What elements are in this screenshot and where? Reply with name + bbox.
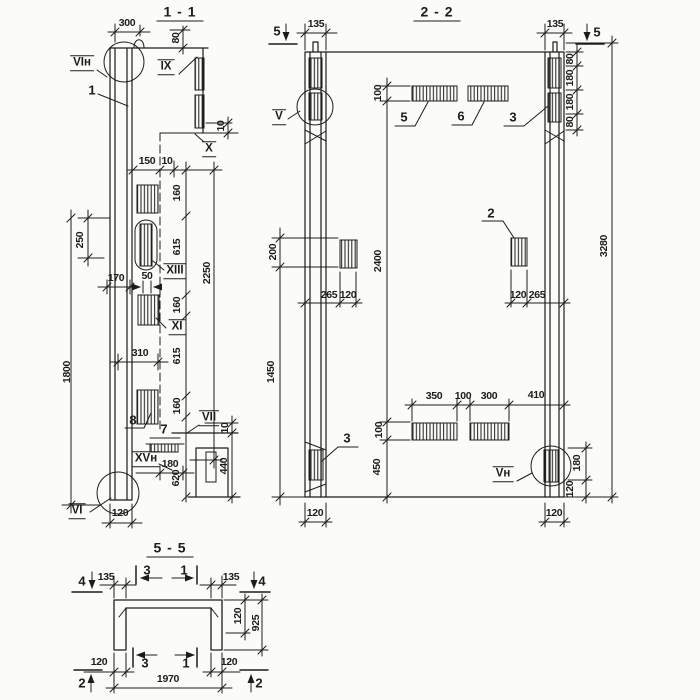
- s11-label-80: 80: [169, 32, 182, 44]
- s22-label-135: 135: [546, 17, 564, 30]
- s22-label-300: 300: [480, 389, 498, 402]
- s55-label-4: 4: [258, 573, 266, 589]
- s22-label-3: 3: [509, 109, 517, 125]
- s11-label-1: 1: [88, 82, 96, 98]
- s22-label-265: 265: [320, 288, 338, 301]
- s22-label-265: 265: [528, 288, 546, 301]
- s55-label-3: 3: [143, 562, 151, 578]
- s22-label-180: 180: [563, 93, 576, 111]
- leader-VII: [187, 425, 199, 433]
- embed-plate-V: [309, 93, 322, 120]
- s11-label-310: 310: [131, 346, 149, 359]
- s11-label-XI: XI: [169, 319, 186, 335]
- leader-2: [482, 221, 514, 238]
- s22-label-Vн: Vн: [493, 466, 514, 482]
- section-5-5-title: 5 - 5: [146, 541, 193, 558]
- s11-label-620: 620: [169, 469, 182, 487]
- s55-label-135: 135: [222, 570, 240, 583]
- embed-plate-6: [468, 86, 508, 101]
- s11-label-VII: VII: [199, 410, 219, 426]
- s22-label-120: 120: [306, 506, 324, 519]
- s55-label-2: 2: [78, 675, 86, 691]
- s55-label-1: 1: [182, 655, 190, 671]
- s22-label-2400: 2400: [371, 249, 384, 273]
- s11-label-10: 10: [214, 120, 227, 132]
- s22-label-180: 180: [570, 454, 583, 472]
- leader-IX: [179, 57, 197, 74]
- s22-label-2: 2: [487, 205, 495, 221]
- s55-label-4: 4: [78, 573, 86, 589]
- s11-label-2250: 2250: [200, 261, 213, 285]
- s11-label-8: 8: [129, 412, 137, 428]
- s11-label-7: 7: [160, 421, 168, 437]
- s22-label-180: 180: [563, 69, 576, 87]
- s11-label-10: 10: [161, 154, 173, 167]
- s55-label-2: 2: [255, 675, 263, 691]
- s11-label-300: 300: [118, 16, 136, 29]
- s55-label-1970: 1970: [156, 672, 180, 685]
- s22-label-120: 120: [509, 288, 527, 301]
- s22-label-6: 6: [457, 108, 465, 124]
- embed-plate-8: [137, 390, 158, 424]
- s22-label-3: 3: [343, 430, 351, 446]
- s22-label-120: 120: [339, 288, 357, 301]
- s22-label-3280: 3280: [597, 234, 610, 258]
- s22-label-410: 410: [527, 388, 545, 401]
- s11-label-120: 120: [111, 506, 129, 519]
- s55-label-3: 3: [141, 655, 149, 671]
- s55-label-135: 135: [97, 570, 115, 583]
- s11-label-160: 160: [170, 296, 183, 314]
- s22-label-100: 100: [454, 389, 472, 402]
- s22-label-200: 200: [266, 243, 279, 261]
- s11-label-10: 10: [218, 422, 231, 434]
- s11-label-250: 250: [73, 231, 86, 249]
- embed-plate: [137, 185, 158, 213]
- section-2-2-title: 2 - 2: [413, 5, 460, 22]
- s22-label-5: 5: [273, 23, 281, 39]
- leader-Vn: [517, 473, 532, 481]
- s22-label-100: 100: [371, 84, 384, 102]
- s55-label-1: 1: [180, 562, 188, 578]
- s22-label-135: 135: [307, 17, 325, 30]
- s11-label-XIII: XIII: [163, 263, 186, 279]
- s11-label-180: 180: [161, 457, 179, 470]
- s22-label-80: 80: [563, 53, 576, 65]
- s22-label-100: 100: [372, 421, 385, 439]
- embed-plate-XI: [138, 295, 159, 325]
- s22-label-80: 80: [563, 116, 576, 128]
- s11-label-1800: 1800: [60, 360, 73, 384]
- s22-label-450: 450: [370, 458, 383, 476]
- s55-label-120: 120: [90, 655, 108, 668]
- s11-label-X: X: [202, 141, 216, 157]
- s55-label-925: 925: [249, 614, 262, 632]
- embed-plate-5: [412, 86, 457, 101]
- s22-label-350: 350: [425, 389, 443, 402]
- s11-label-170: 170: [107, 271, 125, 284]
- section-1-1-title: 1 - 1: [156, 5, 203, 22]
- s22-label-120: 120: [563, 480, 576, 498]
- s11-label-150: 150: [138, 154, 156, 167]
- leader-1: [98, 94, 128, 106]
- s11-label-160: 160: [170, 397, 183, 415]
- s22-label-1450: 1450: [264, 360, 277, 384]
- embed-plate-3: [548, 93, 561, 122]
- s11-label-XVн: XVн: [132, 451, 160, 467]
- leader-V: [288, 111, 300, 119]
- s11-label-50: 50: [141, 269, 153, 282]
- s55-label-120: 120: [220, 655, 238, 668]
- s11-label-160: 160: [170, 184, 183, 202]
- s11-label-440: 440: [217, 457, 230, 475]
- embed-plate-IX: [195, 58, 204, 90]
- leader-VIn: [97, 70, 107, 77]
- leader-3-bottom: [322, 447, 358, 461]
- s11-label-VI: VI: [69, 503, 86, 519]
- s22-label-V: V: [272, 109, 286, 125]
- s11-label-IX: IX: [158, 59, 175, 75]
- s22-label-5: 5: [593, 24, 601, 40]
- s22-label-120: 120: [545, 506, 563, 519]
- s11-label-615: 615: [170, 347, 183, 365]
- s11-label-615: 615: [170, 238, 183, 256]
- s11-label-VIн: VIн: [70, 55, 94, 71]
- s55-label-120: 120: [231, 607, 244, 625]
- embed-plate-2: [511, 238, 527, 266]
- s22-label-5: 5: [400, 109, 408, 125]
